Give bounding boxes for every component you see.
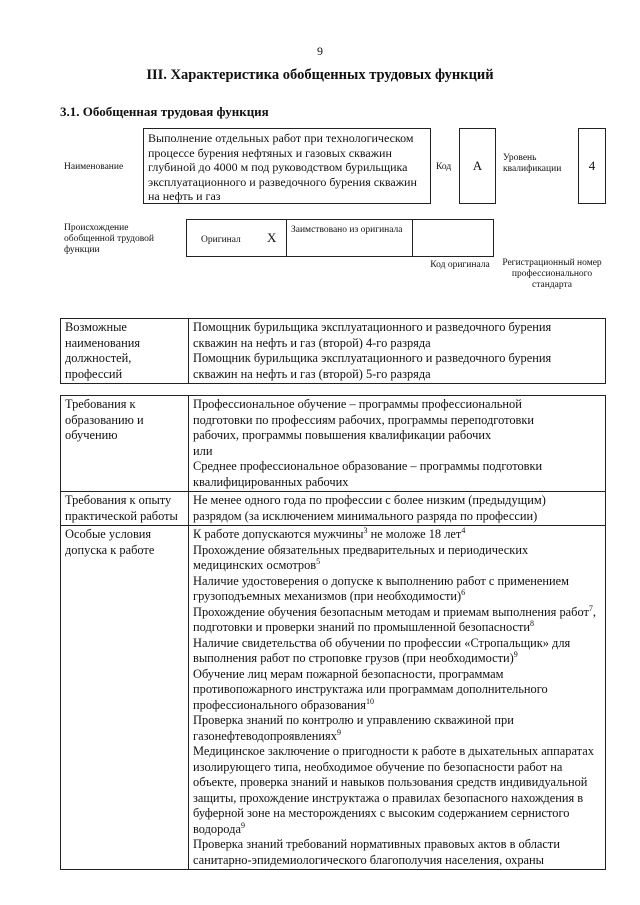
function-name-value: Выполнение отдельных работ при технологическом процессе бурения нефтяных и газовых скважин глубиной до 4000 м под руководством бурильщика эксплуатационного и разведочного бурения скважин на нефть и газ: [143, 128, 431, 204]
list-item: Помощник бурильщика эксплуатационного и разведочного бурения: [193, 320, 552, 334]
subsection-title: 3.1. Обобщенная трудовая функция: [60, 104, 269, 119]
positions-label: Возможные наименования должностей, профессий: [61, 319, 189, 384]
list-item: Помощник бурильщика эксплуатационного и разведочного бурения: [193, 351, 552, 365]
list-item: К работе допускаются мужчины$^3$ не моложе 18 лет$^4$: [193, 525, 466, 541]
requirements-table: [60, 395, 606, 870]
level-label: Уровень квалификации: [503, 153, 562, 174]
original-label: Оригинал: [201, 235, 241, 245]
list-item: Проверка знаний по контролю и управлению скважиной при газонефтеводопроявлениях$^9$: [193, 713, 514, 743]
experience-value: [189, 492, 606, 526]
positions-value: [189, 319, 606, 384]
name-label: Наименование: [64, 162, 124, 172]
code-value: А: [459, 128, 496, 204]
experience-label: Требования к опыту практической работы: [61, 492, 189, 526]
origin-label: Происхождение обобщенной трудовой функции: [64, 223, 154, 255]
borrowed-cell: [287, 220, 413, 256]
list-item: Среднее профессиональное образование – программы подготовки: [193, 459, 543, 473]
special-conditions-value: [189, 526, 606, 870]
table-row: [61, 526, 606, 870]
table-row: [61, 492, 606, 526]
list-item: или: [193, 443, 213, 458]
list-item: Наличие удостоверения о допуске к выполнению работ с применением грузоподъемных механизмов (при необходимости)$^6$: [193, 573, 570, 603]
positions-table: [60, 318, 606, 384]
list-item: Обучение лиц мерам пожарной безопасности, программам противопожарного инструктажа или программам дополнительного профессионального образования$^{10}$: [193, 666, 548, 712]
list-item: квалифицированных рабочих: [193, 474, 349, 489]
list-item: Профессиональное обучение – программы профессиональной: [193, 397, 522, 411]
section-title: III. Характеристика обобщенных трудовых функций: [146, 67, 494, 83]
original-cell: [187, 220, 287, 256]
code-label: Код: [436, 162, 452, 172]
reg-number-label: Регистрационный номер профессионального стандарта: [502, 258, 602, 290]
table-row: [61, 396, 606, 492]
page-number: 9: [317, 44, 323, 58]
special-conditions-label: Особые условия допуска к работе: [61, 526, 189, 870]
list-item: разрядом (за исключением минимального разряда по профессии): [193, 508, 538, 523]
borrowed-label: Заимствовано из оригинала: [291, 225, 403, 235]
list-item: скважин на нефть и газ (второй) 5-го разряда: [193, 366, 431, 381]
code-original-cell: [413, 220, 493, 256]
level-value: 4: [578, 128, 606, 204]
list-item: Не менее одного года по профессии с более низким (предыдущим): [193, 493, 546, 507]
list-item: Медицинское заключение о пригодности к работе в дыхательных аппаратах изолирующего типа, необходимое обучение по безопасности работ на объекте, проверка знаний и навыков пользования средств индивидуальной защиты, прохождение инструктажа о правилах безопасного нахождения в буферной зоне на месторождениях с высоким содержанием сернистого водорода$^9$: [193, 744, 594, 836]
list-item: скважин на нефть и газ (второй) 4-го разряда: [193, 335, 431, 350]
list-item: рабочих, программы повышения квалификации рабочих: [193, 428, 492, 442]
origin-row: [186, 219, 494, 257]
list-item: Наличие свидетельства об обучении по профессии «Стропальщик» для выполнения работ по строповке грузов (при необходимости)$^9$: [193, 635, 571, 665]
education-label: Требования к образованию и обучению: [61, 396, 189, 492]
list-item: Прохождение обязательных предварительных и периодических медицинских осмотров$^5$: [193, 542, 529, 572]
original-mark: X: [267, 230, 277, 245]
list-item: Прохождение обучения безопасным методам и приемам выполнения работ$^7$, подготовки и проверки знаний по промышленной безопасности$^8$: [193, 603, 597, 634]
list-item: подготовки по профессиям рабочих, программы переподготовки: [193, 412, 535, 427]
list-item: Проверка знаний требований нормативных правовых актов в области санитарно-эпидемиологического благополучия населения, охраны: [193, 837, 560, 867]
table-row: [61, 319, 606, 384]
code-original-label: Код оригинала: [430, 260, 490, 270]
education-value: [189, 396, 606, 492]
